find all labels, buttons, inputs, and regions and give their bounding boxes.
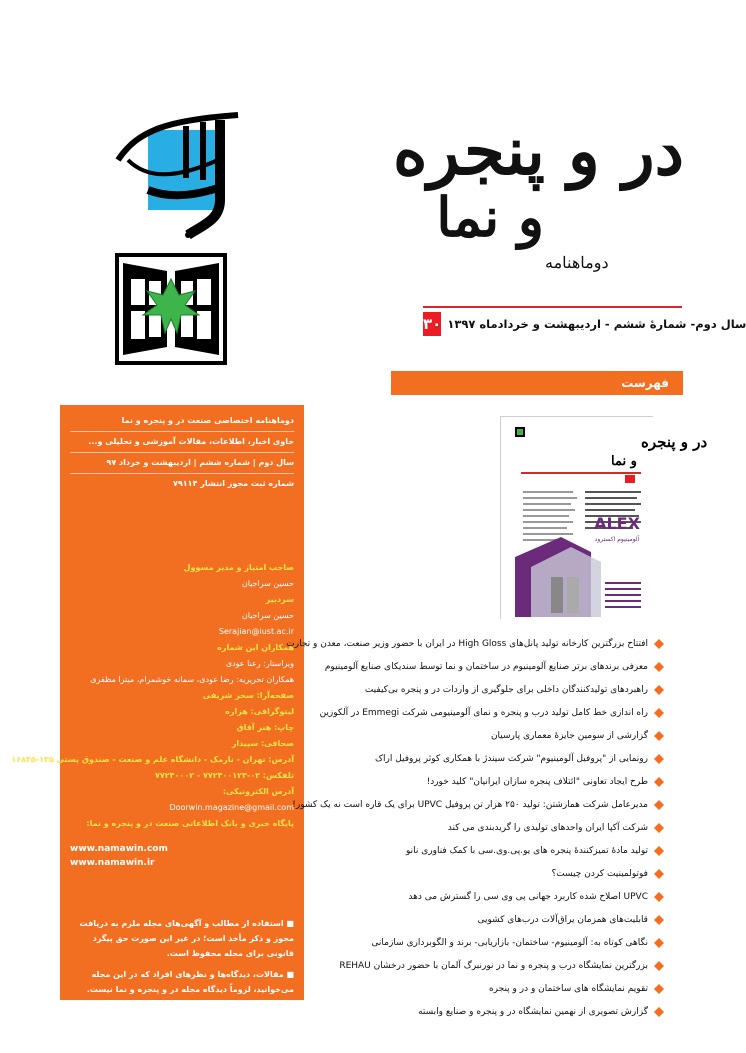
svg-text:در و پنجره: در و پنجره xyxy=(641,433,708,451)
toc-item-title: راهبردهای تولیدکنندگان داخلی برای جلوگیری از واردات در و پنجره بی‌کیفیت xyxy=(364,684,648,695)
svg-text:آلومینیوم اکسترود: آلومینیوم اکسترود xyxy=(594,536,640,543)
toc-item-title: فوتولمینیت کردن چیست؟ xyxy=(551,868,648,879)
issue-line xyxy=(423,311,746,337)
toc-item[interactable] xyxy=(318,1000,664,1023)
staff-role: صحافی: سپیدار xyxy=(231,739,294,748)
toc-item[interactable] xyxy=(318,724,664,747)
toc-item[interactable] xyxy=(318,954,664,977)
staff-role: آدرس الکترونیکی: xyxy=(222,787,294,796)
orange-bullet-icon xyxy=(654,846,664,856)
toc-item[interactable] xyxy=(292,793,664,816)
staff-name: همکاران تحریریه: رضا عودی، سمانه خوشمرام، میترا مظفری xyxy=(90,675,294,684)
orange-bullet-icon xyxy=(654,777,664,787)
staff-credits xyxy=(11,560,294,832)
toc-item-title: گزارش تصویری از نهمین نمایشگاه در و پنجره و صنایع وابسته xyxy=(418,1006,648,1017)
staff-role: همکاران این شماره xyxy=(217,643,294,652)
copyright-note: ■ استفاده از مطالب و آگهی‌های مجله ملزم به دریافت مجوز و ذکر مأخذ است؛ در غیر این صورت حق پیگرد قانونی برای مجله محفوظ است. xyxy=(79,919,294,958)
toc-item[interactable] xyxy=(318,977,664,1000)
magazine-subtitle: دوماهنامه xyxy=(545,253,609,272)
toc-item[interactable] xyxy=(318,931,664,954)
divider xyxy=(70,452,294,453)
staff-name: حسین سراجیان xyxy=(241,579,294,588)
title-line-1: در و پنجره xyxy=(393,112,684,190)
toc-item-title: طرح ایجاد تعاونی "ائتلاف پنجره سازان ایرانیان" کلید خورد! xyxy=(426,776,648,787)
toc-item[interactable] xyxy=(318,839,664,862)
orange-bullet-icon xyxy=(654,708,664,718)
staff-name: حسین سراجیان xyxy=(241,611,294,620)
cover-thumbnail xyxy=(500,416,708,619)
divider xyxy=(70,473,294,474)
toc-item-title: بزرگترین نمایشگاه درب و پنجره و نما در نورنبرگ آلمان با حضور درخشان REHAU xyxy=(339,960,648,971)
staff-role: لیتوگرافی: هزاره xyxy=(225,707,294,716)
toc-item-title: قابلیت‌های همزمان یراق‌آلات درب‌های کشویی xyxy=(477,914,648,925)
title-line-2: و نما xyxy=(436,185,544,249)
publication-intro xyxy=(70,413,294,492)
toc-item[interactable] xyxy=(318,908,664,931)
toc-item-title: رونمایی از "پروفیل آلومینیوم" شرکت سیندژ با همکاری کوثر پروفیل اراک xyxy=(374,753,648,764)
table-of-contents xyxy=(286,632,664,1023)
publication-info-panel xyxy=(11,405,304,1000)
intro-line: سال دوم | شماره ششم | اردیبهشت و خرداد ۹۷ xyxy=(106,458,294,467)
staff-role: پایگاه خبری و بانک اطلاعاتی صنعت در و پنجره و نما: xyxy=(86,819,294,828)
divider xyxy=(70,431,294,432)
intro-line: شماره ثبت مجوز انتشار ۷۹۱۱۴ xyxy=(173,479,294,488)
svg-text:و نما: و نما xyxy=(611,454,637,469)
orange-bullet-icon xyxy=(654,639,664,649)
staff-role: صفحه‌آرا: سحر شریفی xyxy=(202,691,294,700)
staff-role: چاپ: هنر آفاق xyxy=(236,723,294,732)
toc-item[interactable] xyxy=(286,632,664,655)
orange-bullet-icon xyxy=(654,800,664,810)
toc-item-title: تقویم نمایشگاه های ساختمان و در و پنجره xyxy=(488,983,648,994)
toc-item-title: تولید مادۀ تمیزکنندۀ پنجره های یو.پی.وی.سی با کمک فناوری نانو xyxy=(405,845,648,856)
staff-role: سردبیر xyxy=(265,595,294,604)
orange-bullet-icon xyxy=(654,731,664,741)
orange-bullet-icon xyxy=(654,984,664,994)
website-link[interactable]: www.namawin.com xyxy=(70,844,168,854)
orange-bullet-icon xyxy=(654,685,664,695)
issue-number-badge: ۳۰ xyxy=(423,312,441,336)
issue-info: سال دوم- شمارۀ ششم - اردیبهشت و خردادماه ۱۳۹۷ xyxy=(447,317,746,331)
toc-item-title: راه اندازی خط کامل تولید درب و پنجره و نمای آلومینیومی شرکت Emmegi در آلکوزین xyxy=(319,707,648,718)
toc-item-title: نگاهی کوتاه به: آلومینیوم- ساختمان- بازاریابی- برند و الگوبرداری سازمانی xyxy=(371,937,648,948)
window-leaf-logo xyxy=(115,253,227,365)
address: آدرس: تهران - نارمک - دانشگاه علم و صنعت - صندوق پستی ۱۳۵-۱۶۸۴۵ xyxy=(11,755,294,764)
orange-bullet-icon xyxy=(654,1007,664,1017)
disclaimer-note: ■ مقالات، دیدگاه‌ها و نظرهای افراد که در این مجله می‌خوانید، لزوماً دیدگاه مجله در و پنجره و نما نیست. xyxy=(86,970,294,994)
toc-item[interactable] xyxy=(318,701,664,724)
toc-item-title: گزارشی از سومین جایزۀ معماری پارسیان xyxy=(490,730,648,741)
toc-item-title: افتتاح بزرگترین کارخانه تولید پانل‌های High Gloss در ایران با حضور وزیر صنعت، معدن و تجارت xyxy=(286,638,648,649)
toc-item-title: معرفی برندهای برتر صنایع آلومینیوم در ساختمان و نما توسط سندیکای صنایع آلومینیوم xyxy=(324,661,648,672)
toc-item[interactable] xyxy=(318,747,664,770)
toc-item[interactable] xyxy=(318,885,664,908)
orange-bullet-icon xyxy=(654,961,664,971)
orange-bullet-icon xyxy=(654,938,664,948)
toc-item[interactable] xyxy=(318,655,664,678)
toc-item-title: مدیرعامل شرکت همارشتن: تولید ۲۵۰ هزار تن پروفیل UPVC برای یک قاره است نه یک کشور! xyxy=(292,799,648,810)
red-divider xyxy=(423,306,682,308)
toc-item[interactable] xyxy=(318,770,664,793)
toc-item-title: UPVC اصلاح شده کاربرد جهانی پی وی سی را گسترش می دهد xyxy=(408,891,648,902)
telfax: تلفکس: ۰۲-۷۷۲۴۰۰۱۲۳ - ۷۷۲۴۰۰۰۲ xyxy=(155,771,294,780)
toc-item[interactable] xyxy=(318,862,664,885)
website-link[interactable]: www.namawin.ir xyxy=(70,858,155,868)
toc-item-title: شرکت آکپا ایران واحدهای تولیدی را گریدبندی می کند xyxy=(447,822,648,833)
intro-line: دوماهنامه اختصاصی صنعت در و پنجره و نما xyxy=(121,416,294,425)
fehrest-label: فهرست xyxy=(621,376,669,390)
orange-bullet-icon xyxy=(654,869,664,879)
bismillah-calligraphy xyxy=(108,100,248,240)
orange-bullet-icon xyxy=(654,915,664,925)
magazine-email: Doorwin.magazine@gmail.com xyxy=(169,803,294,812)
staff-name: ویراستار: رعنا عودی xyxy=(225,659,294,668)
magazine-title xyxy=(393,112,684,249)
staff-role: صاحب امتیاز و مدیر مسوول xyxy=(183,563,294,572)
intro-line: حاوی اخبار، اطلاعات، مقالات آموزشی و تحلیلی و... xyxy=(88,437,294,446)
table-of-contents-header xyxy=(391,371,683,395)
toc-item[interactable] xyxy=(318,678,664,701)
toc-item[interactable] xyxy=(318,816,664,839)
orange-bullet-icon xyxy=(654,892,664,902)
editor-email: Serajian@iust.ac.ir xyxy=(218,627,294,636)
svg-text:ALEX: ALEX xyxy=(594,514,640,533)
orange-bullet-icon xyxy=(654,823,664,833)
orange-bullet-icon xyxy=(654,662,664,672)
orange-bullet-icon xyxy=(654,754,664,764)
